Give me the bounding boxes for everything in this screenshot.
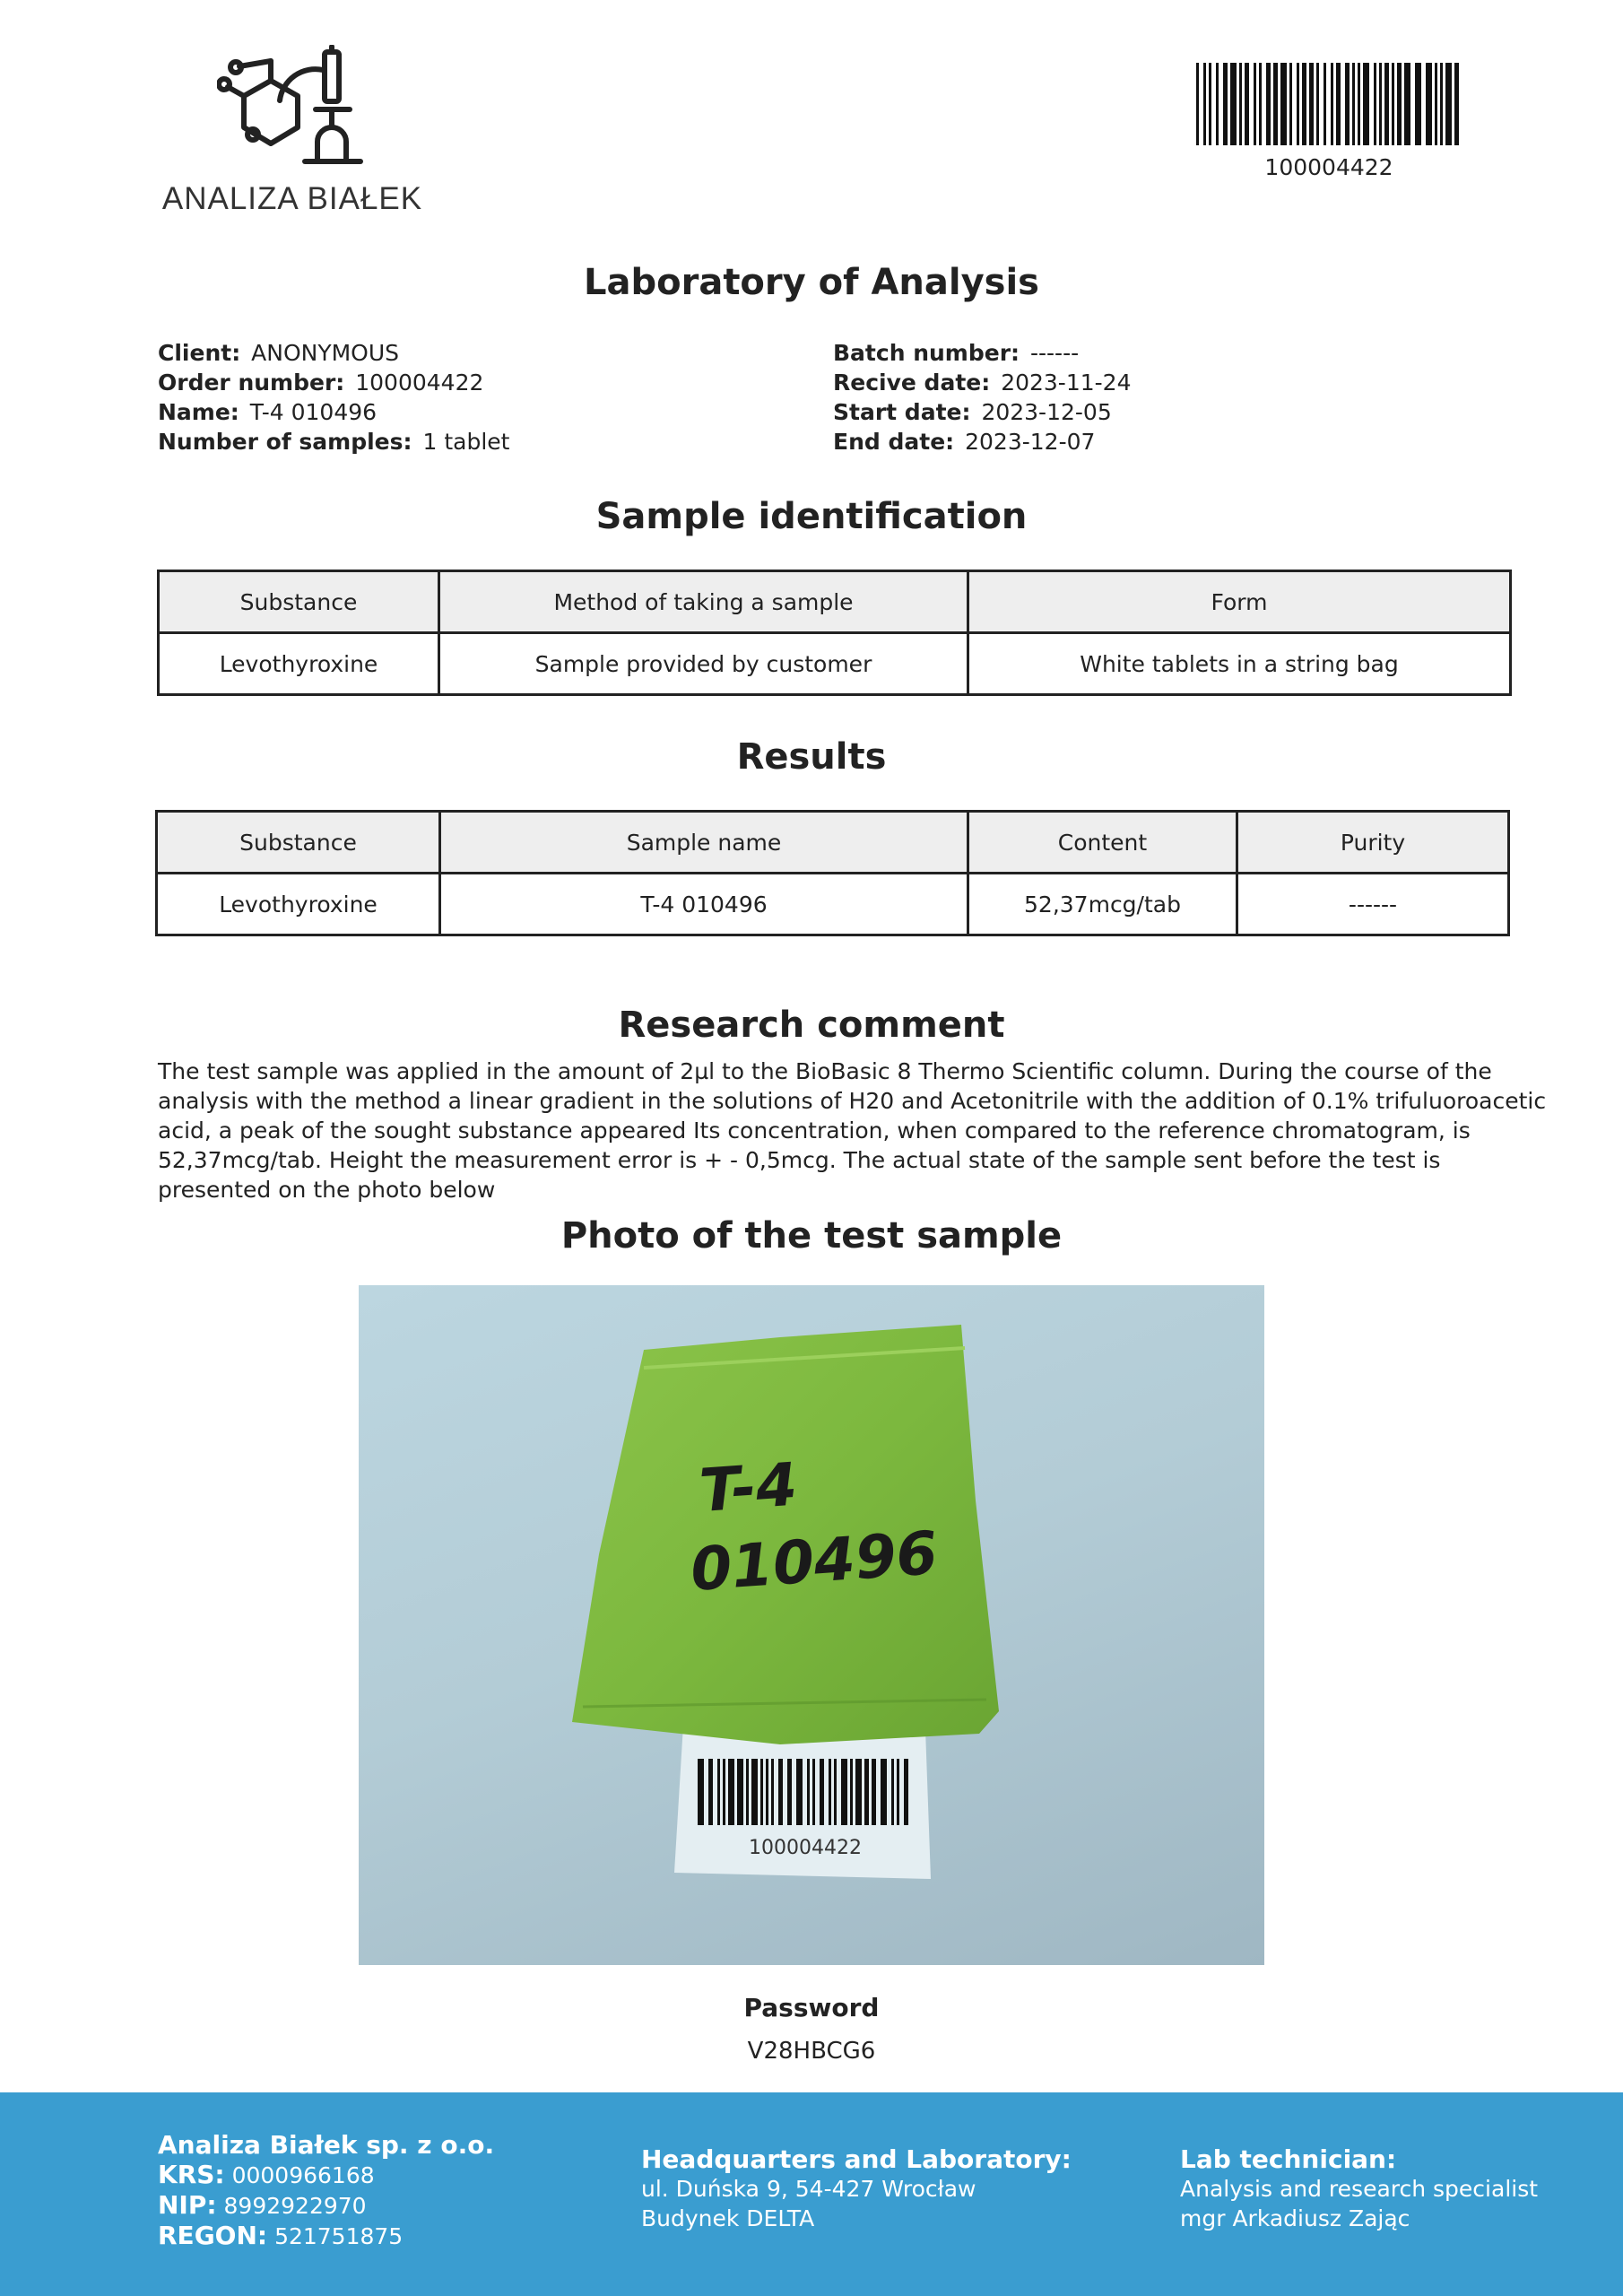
client-label: Client: bbox=[158, 340, 241, 366]
barcode-bar bbox=[1374, 63, 1376, 145]
barcode-bar bbox=[746, 1759, 749, 1825]
samples-label: Number of samples: bbox=[158, 429, 412, 455]
company-name: Analiza Białek sp. z o.o. bbox=[158, 2130, 495, 2160]
table-header-cell: Form bbox=[968, 571, 1511, 633]
barcode-bar bbox=[1316, 63, 1319, 145]
table-cell: T-4 010496 bbox=[440, 874, 968, 935]
table-cell: ------ bbox=[1237, 874, 1509, 935]
table-header-row bbox=[159, 571, 1511, 633]
barcode-bar bbox=[1363, 63, 1369, 145]
barcode-bar bbox=[717, 1759, 720, 1825]
receive-date-value: 2023-11-24 bbox=[1001, 370, 1132, 396]
start-date-value: 2023-12-05 bbox=[981, 399, 1112, 425]
footer-company bbox=[158, 2130, 494, 2251]
barcode-bar bbox=[1404, 63, 1410, 145]
regon-label: REGON: bbox=[158, 2221, 268, 2250]
barcode-bar bbox=[787, 1759, 792, 1825]
table-header-cell: Content bbox=[968, 812, 1237, 874]
krs-row bbox=[158, 2160, 494, 2190]
end-date-label: End date: bbox=[833, 429, 955, 455]
name-value: T-4 010496 bbox=[249, 399, 378, 425]
table-row bbox=[159, 633, 1511, 695]
end-date-value: 2023-12-07 bbox=[965, 429, 1096, 455]
order-info-left bbox=[158, 338, 509, 457]
batch-label: Batch number: bbox=[833, 340, 1020, 366]
barcode-bar bbox=[807, 1759, 810, 1825]
start-date-label: Start date: bbox=[833, 399, 971, 425]
results-table bbox=[155, 810, 1510, 936]
barcode-bar bbox=[864, 1759, 869, 1825]
technician-heading: Lab technician: bbox=[1180, 2144, 1397, 2174]
table-cell: Levothyroxine bbox=[157, 874, 440, 935]
table-header-cell: Substance bbox=[159, 571, 439, 633]
barcode-bar bbox=[737, 1759, 743, 1825]
receive-date-row bbox=[833, 368, 1131, 397]
barcode-bar bbox=[751, 1759, 758, 1825]
order-number-label: Order number: bbox=[158, 370, 345, 396]
barcode-bar bbox=[1280, 63, 1287, 145]
barcode-number: 100004422 bbox=[1264, 154, 1393, 180]
barcode-bar bbox=[1266, 63, 1271, 145]
sample-photo bbox=[359, 1285, 1264, 1965]
footer-hq bbox=[641, 2144, 1072, 2233]
barcode-bar bbox=[1331, 63, 1333, 145]
barcode-bar bbox=[1273, 63, 1278, 145]
barcode-bar bbox=[1223, 63, 1228, 145]
barcode-bar bbox=[1454, 63, 1459, 145]
technician-role: Analysis and research specialist bbox=[1180, 2176, 1539, 2202]
barcode-bar bbox=[1239, 63, 1242, 145]
password-label: Password bbox=[743, 1993, 880, 2022]
label-barcode-number: 100004422 bbox=[749, 1837, 862, 1859]
barcode-bar bbox=[850, 1759, 853, 1825]
research-comment-text: The test sample was applied in the amount of 2µl to the BioBasic 8 Thermo Scientific column. During the course of the analysis with the method a linear gradient in the solutions of H20 and Acetonitrile with the addition of 0.1% trifuluoroacetic acid, a peak of the sought substance appeared Its concentration, when compared to the reference chromatogram, is 52,37mcg/tab. Height the measurement error is + - 0,5mcg. The actual state of the sample sent before the test is presented on the photo below bbox=[158, 1058, 1547, 1203]
barcode-bar bbox=[1230, 63, 1237, 145]
barcode-bar bbox=[723, 1759, 725, 1825]
table-cell: White tablets in a string bag bbox=[968, 633, 1511, 695]
barcode-bar bbox=[771, 1759, 774, 1825]
regon-row bbox=[158, 2221, 494, 2251]
barcode-bar bbox=[1392, 63, 1394, 145]
table-header-cell: Sample name bbox=[440, 812, 968, 874]
barcode-bar bbox=[1440, 63, 1443, 145]
nip-value: 8992922970 bbox=[223, 2193, 367, 2219]
barcode-bar bbox=[1426, 63, 1432, 145]
table-header-cell: Method of taking a sample bbox=[439, 571, 968, 633]
barcode-bar bbox=[1345, 63, 1350, 145]
client-value: ANONYMOUS bbox=[251, 340, 400, 366]
photo-heading: Photo of the test sample bbox=[560, 1215, 1063, 1257]
table-header-row bbox=[157, 812, 1509, 874]
table-cell: Sample provided by customer bbox=[439, 633, 968, 695]
barcode-bar bbox=[1336, 63, 1341, 145]
end-date-row bbox=[833, 427, 1131, 457]
nip-row bbox=[158, 2190, 494, 2221]
barcode-bar bbox=[766, 1759, 768, 1825]
barcode-bar bbox=[834, 1759, 837, 1825]
nip-label: NIP: bbox=[158, 2190, 217, 2220]
batch-row bbox=[833, 338, 1131, 368]
footer-technician bbox=[1180, 2144, 1538, 2233]
barcode-bar bbox=[1324, 63, 1326, 145]
barcode-bar bbox=[1245, 63, 1249, 145]
barcode-bar bbox=[1254, 63, 1256, 145]
barcode-bar bbox=[1397, 63, 1402, 145]
table-row bbox=[157, 874, 1509, 935]
results-heading: Results bbox=[736, 736, 887, 778]
barcode-bar bbox=[1435, 63, 1437, 145]
company-logo bbox=[158, 45, 427, 224]
client-row bbox=[158, 338, 509, 368]
barcode-bar bbox=[778, 1759, 783, 1825]
regon-value: 521751875 bbox=[274, 2223, 404, 2249]
barcode-bar bbox=[1309, 63, 1314, 145]
page-title: Laboratory of Analysis bbox=[584, 262, 1039, 303]
barcode-bar bbox=[1352, 63, 1355, 145]
barcode-icon bbox=[1196, 63, 1462, 145]
password-value: V28HBCG6 bbox=[747, 2038, 876, 2065]
research-comment-heading: Research comment bbox=[618, 1004, 1005, 1046]
barcode-bar bbox=[1216, 63, 1219, 145]
krs-label: KRS: bbox=[158, 2160, 225, 2189]
technician-name: mgr Arkadiusz Zając bbox=[1180, 2205, 1410, 2231]
barcode-bar bbox=[855, 1759, 862, 1825]
sample-identification-table bbox=[157, 570, 1512, 696]
logo-text: ANALIZA BIAŁEK bbox=[161, 181, 423, 216]
batch-value: ------ bbox=[1029, 340, 1080, 366]
name-row bbox=[158, 397, 509, 427]
sample-bag-image bbox=[359, 1285, 1264, 1965]
barcode-bar bbox=[820, 1759, 824, 1825]
barcode-bar bbox=[1289, 63, 1292, 145]
barcode-bar bbox=[881, 1759, 887, 1825]
barcode-bar bbox=[728, 1759, 734, 1825]
table-cell: 52,37mcg/tab bbox=[968, 874, 1237, 935]
barcode-bar bbox=[872, 1759, 876, 1825]
barcode-bar bbox=[1297, 63, 1299, 145]
samples-value: 1 tablet bbox=[422, 429, 510, 455]
order-number-row bbox=[158, 368, 509, 397]
barcode-bar bbox=[1384, 63, 1389, 145]
barcode-bar bbox=[904, 1759, 908, 1825]
hq-address-line1: ul. Duńska 9, 54-427 Wrocław bbox=[641, 2176, 976, 2202]
order-info-right bbox=[833, 338, 1131, 457]
barcode-bar bbox=[812, 1759, 815, 1825]
barcode-bar bbox=[1358, 63, 1360, 145]
bag-handwriting-line2: 010496 bbox=[688, 1518, 940, 1605]
lab-molecule-microscope-icon bbox=[217, 45, 369, 170]
samples-row bbox=[158, 427, 509, 457]
barcode-bar bbox=[760, 1759, 763, 1825]
table-cell: Levothyroxine bbox=[159, 633, 439, 695]
barcode-bar bbox=[1415, 63, 1421, 145]
order-number-value: 100004422 bbox=[355, 370, 484, 396]
barcode-bar bbox=[829, 1759, 831, 1825]
bag-handwriting-line1: T-4 bbox=[697, 1449, 800, 1526]
barcode-bar bbox=[1302, 63, 1306, 145]
barcode-bar bbox=[708, 1759, 713, 1825]
barcode-bar bbox=[1445, 63, 1452, 145]
table-header-cell: Purity bbox=[1237, 812, 1509, 874]
hq-heading: Headquarters and Laboratory: bbox=[641, 2144, 1072, 2174]
order-barcode bbox=[1196, 63, 1462, 180]
barcode-bar bbox=[796, 1759, 803, 1825]
sample-identification-heading: Sample identification bbox=[595, 496, 1028, 537]
barcode-bar bbox=[1259, 63, 1262, 145]
name-label: Name: bbox=[158, 399, 239, 425]
start-date-row bbox=[833, 397, 1131, 427]
krs-value: 0000966168 bbox=[231, 2162, 375, 2188]
barcode-bar bbox=[1196, 63, 1199, 145]
table-header-cell: Substance bbox=[157, 812, 440, 874]
receive-date-label: Recive date: bbox=[833, 370, 991, 396]
barcode-bar bbox=[841, 1759, 847, 1825]
barcode-bar bbox=[891, 1759, 894, 1825]
barcode-bar bbox=[1209, 63, 1211, 145]
barcode-bar bbox=[698, 1759, 704, 1825]
footer bbox=[0, 2092, 1623, 2296]
barcode-bar bbox=[1203, 63, 1206, 145]
barcode-bar bbox=[1379, 63, 1382, 145]
hq-address-line2: Budynek DELTA bbox=[641, 2205, 815, 2231]
barcode-bar bbox=[897, 1759, 899, 1825]
